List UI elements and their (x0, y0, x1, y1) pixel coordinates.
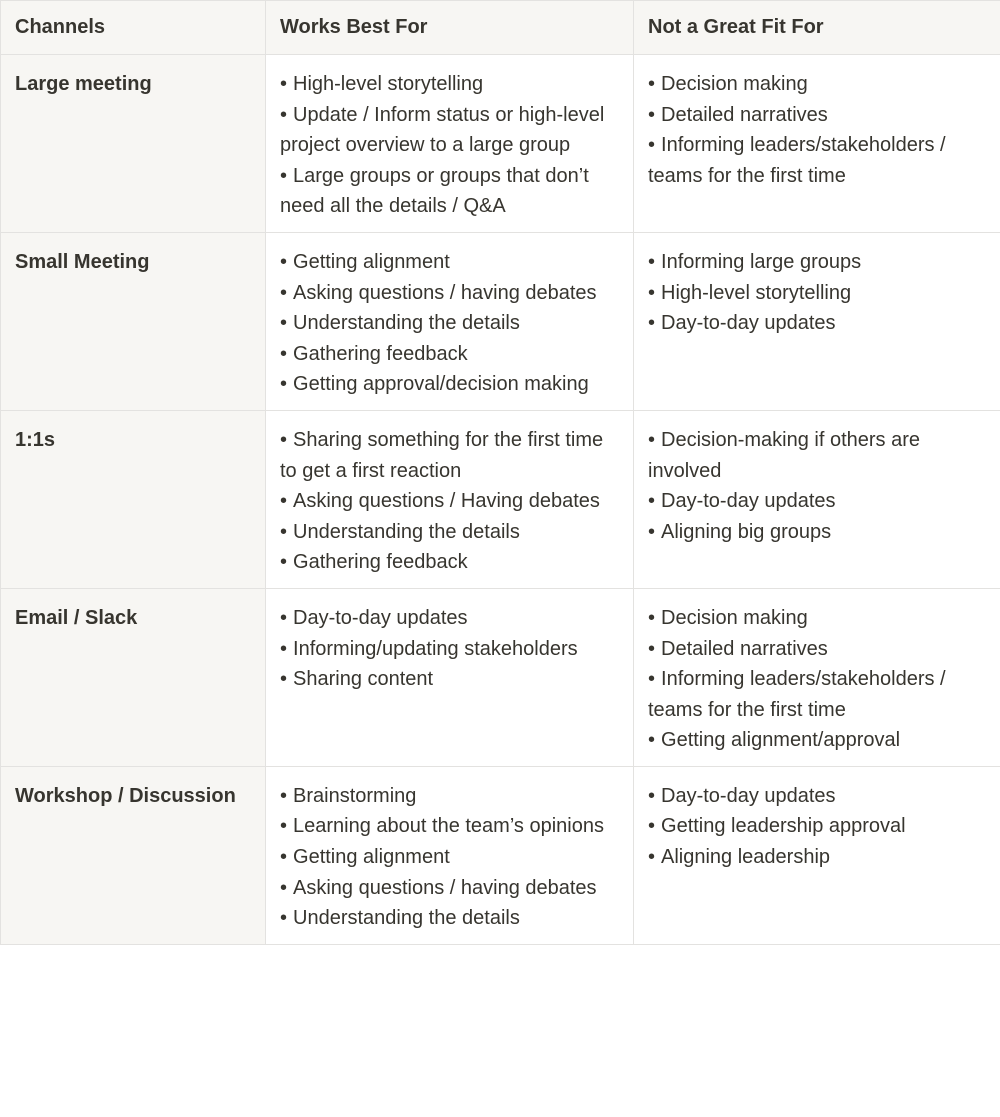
bullet-icon: • (280, 668, 288, 691)
not-a-great-fit-for-cell (634, 55, 1000, 233)
list-item-text: Day-to-day updates (661, 784, 836, 807)
bullet-icon: • (280, 876, 288, 899)
table-row (1, 232, 1000, 410)
table-row (1, 410, 1000, 588)
list-item (280, 781, 620, 812)
bullet-icon: • (280, 312, 288, 335)
list-item-text: Aligning leadership (661, 846, 831, 869)
list-item-text: Getting alignment (293, 250, 450, 273)
bullet-icon: • (280, 281, 288, 304)
list-item (280, 903, 620, 934)
channel-cell-large-meeting: Large meeting (1, 55, 266, 233)
bullet-icon: • (280, 520, 288, 543)
list-item-text: High-level storytelling (661, 281, 852, 304)
list-item-text: Detailed narratives (661, 103, 828, 126)
bullet-icon: • (648, 103, 656, 126)
bullet-icon: • (648, 250, 656, 273)
list-item-text: Gathering feedback (293, 551, 468, 574)
list-item (648, 811, 987, 842)
list-item (280, 100, 620, 161)
table-row (1, 766, 1000, 944)
bullet-icon: • (648, 784, 656, 807)
works-best-for-cell (266, 55, 634, 233)
list-item-text: Sharing content (293, 668, 434, 691)
list-item-text: Getting alignment/approval (661, 729, 901, 752)
header-works-best-for: Works Best For (266, 1, 634, 55)
list-item-text: Getting approval/decision making (293, 373, 589, 396)
bullet-icon: • (280, 815, 288, 838)
list-item-text: Day-to-day updates (661, 490, 836, 513)
list-item (280, 425, 620, 486)
list-item (648, 781, 987, 812)
bullet-icon: • (280, 907, 288, 930)
list-item (280, 873, 620, 904)
list-item-text: Understanding the details (293, 907, 520, 930)
bullet-icon: • (280, 250, 288, 273)
bullet-icon: • (648, 815, 656, 838)
bullet-icon: • (648, 846, 656, 869)
list-item (280, 247, 620, 278)
channel-cell-small-meeting: Small Meeting (1, 232, 266, 410)
list-item (648, 425, 987, 486)
list-item-text: Getting alignment (293, 846, 450, 869)
list-item (648, 130, 987, 191)
bullet-icon: • (648, 637, 656, 660)
header-not-a-great-fit-for: Not a Great Fit For (634, 1, 1000, 55)
bullet-icon: • (280, 784, 288, 807)
not-a-great-fit-for-cell (634, 588, 1000, 766)
bullet-icon: • (648, 73, 656, 95)
bullet-icon: • (648, 134, 656, 157)
list-item (280, 547, 620, 578)
list-item (280, 517, 620, 548)
list-item (648, 664, 987, 725)
list-item-text: Sharing something for the first time to get a first reaction (280, 428, 604, 482)
list-item-text: Asking questions / Having debates (293, 490, 600, 513)
list-item-text: Detailed narratives (661, 637, 828, 660)
list-item-text: Day-to-day updates (661, 312, 836, 335)
bullet-icon: • (648, 668, 656, 691)
bullet-icon: • (280, 490, 288, 513)
list-item (280, 161, 620, 222)
list-item (280, 664, 620, 695)
not-a-great-fit-for-cell (634, 232, 1000, 410)
bullet-icon: • (648, 606, 656, 629)
list-item (280, 369, 620, 400)
list-item-text: Informing leaders/stakeholders / teams for the first time (648, 134, 946, 187)
bullet-icon: • (648, 428, 656, 451)
list-item (280, 308, 620, 339)
channel-cell-email-slack: Email / Slack (1, 588, 266, 766)
list-item (648, 308, 987, 339)
channel-cell-workshop-discussion: Workshop / Discussion (1, 766, 266, 944)
bullet-icon: • (280, 637, 288, 660)
list-item-text: Asking questions / having debates (293, 876, 597, 899)
list-item (280, 811, 620, 842)
list-item-text: Understanding the details (293, 312, 520, 335)
list-item (648, 100, 987, 131)
bullet-icon: • (280, 428, 288, 451)
list-item (648, 247, 987, 278)
list-item-text: Informing leaders/stakeholders / teams for the first time (648, 668, 946, 721)
list-item-text: Aligning big groups (661, 520, 832, 543)
bullet-icon: • (648, 312, 656, 335)
works-best-for-cell (266, 410, 634, 588)
list-item (280, 339, 620, 370)
list-item-text: Large groups or groups that don’t need all the details / Q&A (280, 164, 589, 218)
list-item (648, 842, 987, 873)
bullet-icon: • (280, 103, 288, 126)
bullet-icon: • (648, 490, 656, 513)
not-a-great-fit-for-cell (634, 410, 1000, 588)
bullet-icon: • (648, 729, 656, 752)
list-item (648, 725, 987, 756)
works-best-for-cell (266, 766, 634, 944)
header-row (1, 1, 1000, 55)
list-item-text: Asking questions / having debates (293, 281, 597, 304)
list-item-text: Decision-making if others are involved (648, 428, 921, 482)
bullet-icon: • (280, 846, 288, 869)
list-item (648, 603, 987, 634)
works-best-for-cell (266, 232, 634, 410)
list-item-text: Update / Inform status or high-level project overview to a large group (280, 103, 605, 157)
list-item (280, 278, 620, 309)
list-item-text: Getting leadership approval (661, 815, 906, 838)
bullet-icon: • (280, 373, 288, 396)
bullet-icon: • (280, 342, 288, 365)
list-item-text: Understanding the details (293, 520, 520, 543)
table-body (1, 55, 1000, 945)
header-channels: Channels (1, 1, 266, 55)
list-item (648, 69, 987, 100)
channel-cell-1-1s: 1:1s (1, 410, 266, 588)
list-item-text: Decision making (661, 606, 808, 629)
list-item-text: Brainstorming (293, 784, 417, 807)
bullet-icon: • (280, 164, 288, 187)
list-item-text: Gathering feedback (293, 342, 468, 365)
list-item-text: Informing/updating stakeholders (293, 637, 578, 660)
list-item (280, 603, 620, 634)
list-item-text: Decision making (661, 73, 808, 95)
bullet-icon: • (280, 606, 288, 629)
bullet-icon: • (648, 281, 656, 304)
bullet-icon: • (280, 73, 288, 95)
list-item-text: Day-to-day updates (293, 606, 468, 629)
bullet-icon: • (648, 520, 656, 543)
list-item (648, 486, 987, 517)
list-item (648, 517, 987, 548)
bullet-icon: • (280, 551, 288, 574)
works-best-for-cell (266, 588, 634, 766)
list-item (648, 278, 987, 309)
list-item-text: Informing large groups (661, 250, 862, 273)
list-item-text: Learning about the team’s opinions (293, 815, 604, 838)
list-item (280, 634, 620, 665)
list-item (280, 69, 620, 100)
list-item (280, 486, 620, 517)
list-item (280, 842, 620, 873)
list-item-text: High-level storytelling (293, 73, 484, 95)
table-row (1, 55, 1000, 233)
list-item (648, 634, 987, 665)
table-header (1, 1, 1000, 55)
table-row (1, 588, 1000, 766)
not-a-great-fit-for-cell (634, 766, 1000, 944)
